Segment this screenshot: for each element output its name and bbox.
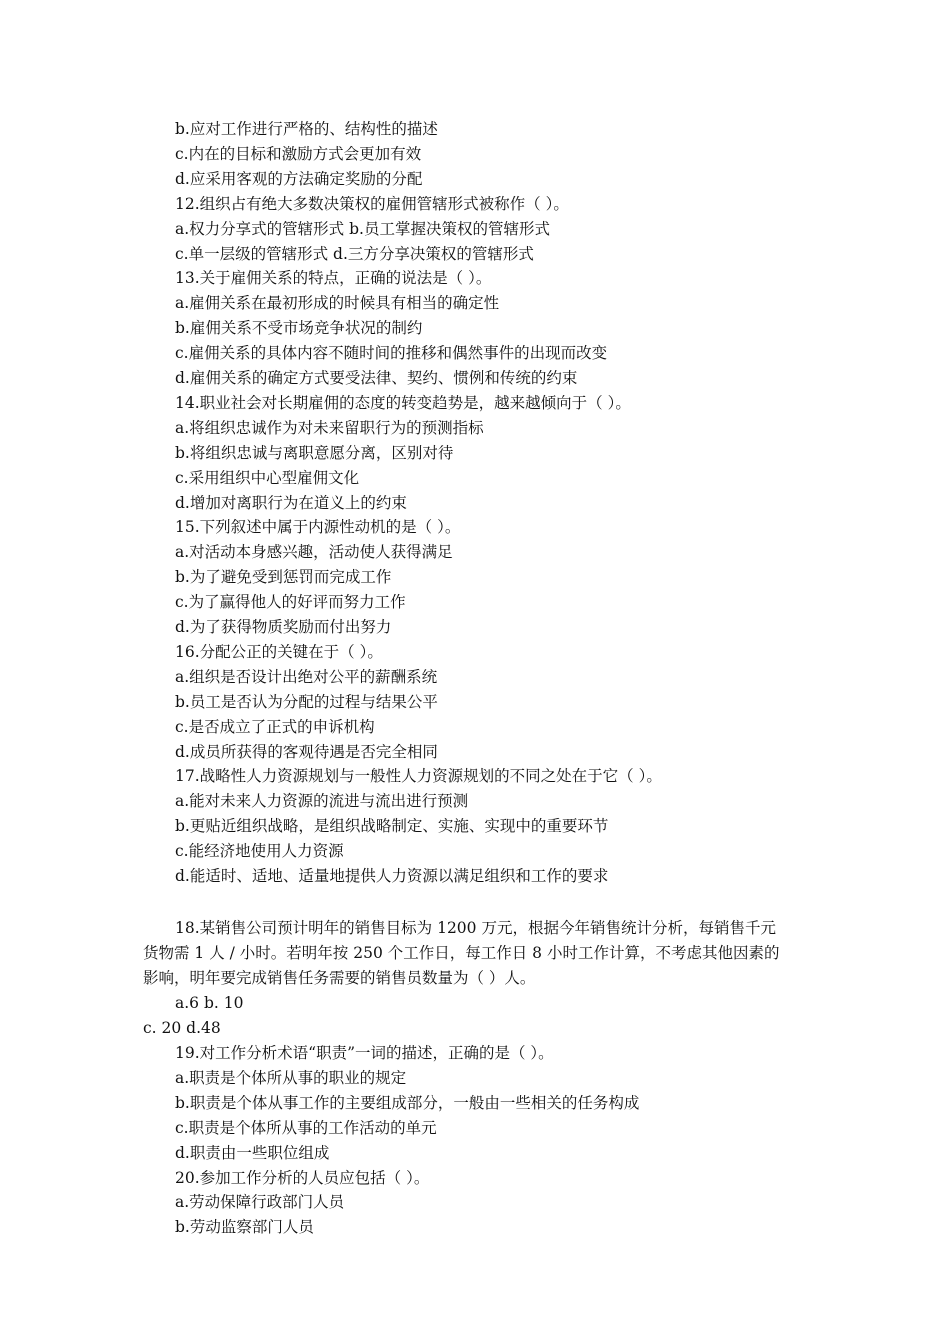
text-line: c.雇佣关系的具体内容不随时间的推移和偶然事件的出现而改变	[175, 344, 608, 363]
question-18-line-2: 货物需 1 人 / 小时。若明年按 250 个工作日，每工作日 8 小时工作计算，不考虑其他因素的	[143, 944, 780, 962]
question-18-options-ab: a.6 b. 10	[175, 994, 244, 1012]
text-line: d.为了获得物质奖励而付出努力	[175, 618, 392, 636]
text-line: c.能经济地使用人力资源	[175, 842, 344, 861]
text-line: b.员工是否认为分配的过程与结果公平	[175, 692, 438, 711]
text-line: b.将组织忠诚与离职意愿分离，区别对待	[175, 443, 454, 462]
text-line: d.成员所获得的客观待遇是否完全相同	[175, 742, 438, 761]
text-line: d.能适时、适地、适量地提供人力资源以满足组织和工作的要求	[175, 867, 609, 885]
text-line: 14.职业社会对长期雇佣的态度的转变趋势是，越来越倾向于（ ）。	[175, 393, 631, 412]
question-18-line-1: 18.某销售公司预计明年的销售目标为 1200 万元，根据今年销售统计分析，每销售千元	[175, 919, 776, 937]
text-line: 19.对工作分析术语“职责”一词的描述，正确的是（ ）。	[175, 1044, 554, 1062]
question-18-line-3: 影响，明年要完成销售任务需要的销售员数量为（ ）人。	[143, 969, 536, 987]
text-line: a.对活动本身感兴趣，活动使人获得满足	[175, 543, 453, 562]
text-line: b.应对工作进行严格的、结构性的描述	[175, 120, 438, 138]
text-line: b.为了避免受到惩罚而完成工作	[175, 568, 392, 587]
text-line: b.劳动监察部门人员	[175, 1218, 314, 1237]
text-line: 12.组织占有绝大多数决策权的雇佣管辖形式被称作（ ）。	[175, 194, 569, 213]
text-line: b.更贴近组织战略，是组织战略制定、实施、实现中的重要环节	[175, 817, 609, 836]
text-line: d.增加对离职行为在道义上的约束	[175, 493, 407, 512]
text-line: a.劳动保障行政部门人员	[175, 1193, 345, 1212]
text-line: 13.关于雇佣关系的特点，正确的说法是（ ）。	[175, 269, 492, 288]
text-line: 17.战略性人力资源规划与一般性人力资源规划的不同之处在于它（ ）。	[175, 767, 662, 786]
text-line: c.职责是个体所从事的工作活动的单元	[175, 1118, 437, 1137]
text-line: c.单一层级的管辖形式 d.三方分享决策权的管辖形式	[175, 244, 534, 263]
text-line: c.为了赢得他人的好评而努力工作	[175, 593, 406, 612]
text-line: c.内在的目标和激励方式会更加有效	[175, 144, 422, 163]
text-line: a.能对未来人力资源的流进与流出进行预测	[175, 792, 469, 811]
text-line: a.将组织忠诚作为对未来留职行为的预测指标	[175, 418, 484, 437]
text-line: b.职责是个体从事工作的主要组成部分，一般由一些相关的任务构成	[175, 1093, 640, 1112]
text-line: d.职责由一些职位组成	[175, 1143, 330, 1162]
text-line: b.雇佣关系不受市场竞争状况的制约	[175, 319, 423, 338]
text-line: a.组织是否设计出绝对公平的薪酬系统	[175, 667, 438, 686]
text-line: 20.参加工作分析的人员应包括（ ）。	[175, 1168, 430, 1187]
text-line: d.雇佣关系的确定方式要受法律、契约、惯例和传统的约束	[175, 369, 578, 387]
text-line: d.应采用客观的方法确定奖励的分配	[175, 169, 423, 188]
text-line: a.雇佣关系在最初形成的时候具有相当的确定性	[175, 294, 500, 313]
text-line: a.职责是个体所从事的职业的规定	[175, 1068, 407, 1087]
text-line: c.采用组织中心型雇佣文化	[175, 468, 360, 487]
text-line: 16.分配公正的关键在于（ ）。	[175, 642, 383, 661]
question-18-options-cd: c. 20 d.48	[143, 1019, 221, 1037]
text-line: 15.下列叙述中属于内源性动机的是（ ）。	[175, 518, 461, 537]
text-line: c.是否成立了正式的申诉机构	[175, 717, 375, 736]
text-line: a.权力分享式的管辖形式 b.员工掌握决策权的管辖形式	[175, 219, 550, 238]
